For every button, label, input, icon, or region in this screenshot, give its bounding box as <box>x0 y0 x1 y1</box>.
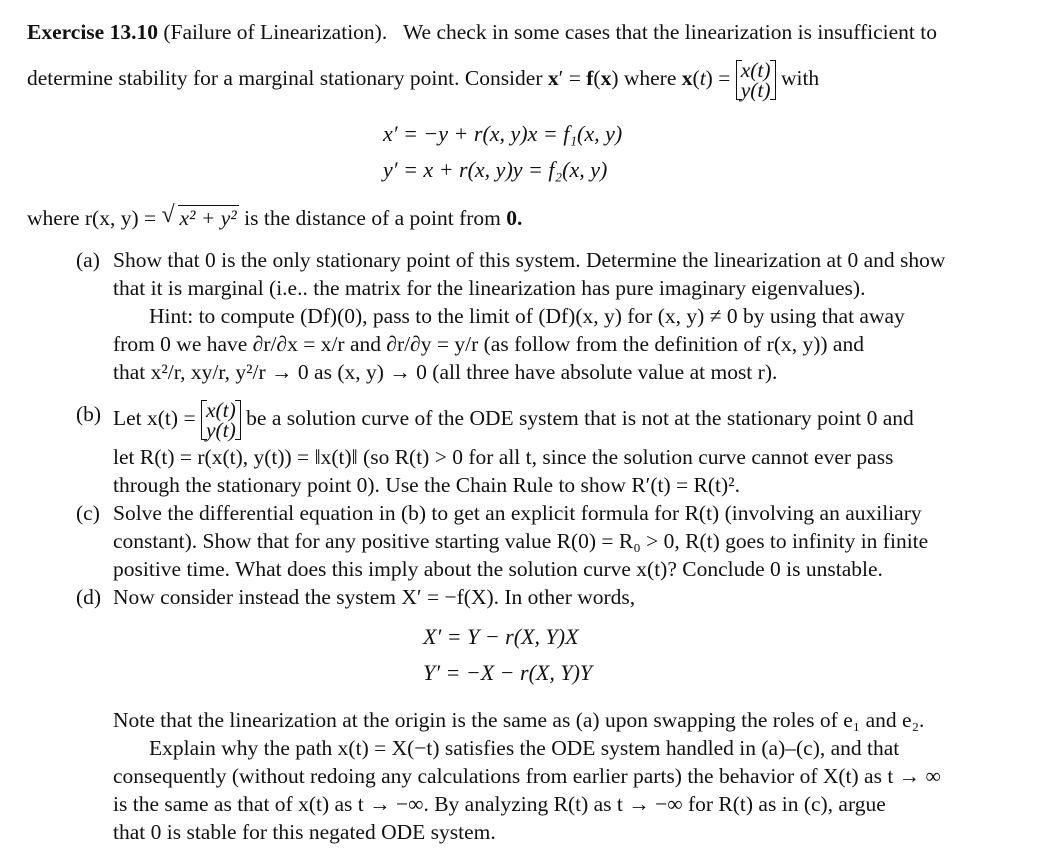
part-d-note-3: consequently (without redoing any calculations from earlier parts) the behavior of X(t) as t → ∞ <box>113 764 941 788</box>
column-vector-b <box>201 400 241 440</box>
intro-line-2: determine stability for a marginal stationary point. Consider x′ = f(x) where x(t) = x(t) y(t) with <box>27 58 820 102</box>
part-d-eq-2: Y′ = −X − r(X, Y)Y <box>423 660 593 685</box>
part-d-line-1: Now consider instead the system X′ = −f(X). In other words, <box>113 585 636 609</box>
exercise-header <box>27 18 937 46</box>
part-d-note-1: Note that the linearization at the origin is the same as (a) upon swapping the roles of e₁ and e₂. <box>113 708 925 732</box>
exercise-title: Exercise 13.10 <box>27 20 158 44</box>
part-d-note-5: that 0 is stable for this negated ODE system. <box>113 820 496 844</box>
where-line <box>27 204 522 232</box>
system-eq-1: x′ = −y + r(x, y)x = f₁(x, y) <box>383 121 623 146</box>
matrix-b-bottom: y(t) <box>205 418 236 442</box>
column-vector-x <box>736 60 776 100</box>
part-a-label: (a) <box>76 248 100 272</box>
part-c-line-3: positive time. What does this imply about the solution curve x(t)? Conclude 0 is unstable. <box>113 557 883 581</box>
matrix-bottom: y(t) <box>740 78 771 102</box>
where-zero: 0. <box>506 206 523 230</box>
intro-line-2c: with <box>780 65 820 90</box>
intro-line-1: We check in some cases that the linearization is insufficient to <box>402 20 937 44</box>
sqrt-body: x² + y² <box>179 206 237 230</box>
part-b-label: (b) <box>76 402 102 426</box>
part-b-line-1a: Let x(t) = <box>113 405 196 430</box>
part-a-hint-1: Hint: to compute (Df)(0), pass to the limit of (Df)(x, y) for (x, y) ≠ 0 by using that away <box>149 304 905 328</box>
where-text-a: where r(x, y) = <box>27 206 157 230</box>
part-c-line-2: constant). Show that for any positive starting value R(0) = R₀ > 0, R(t) goes to infinity in finite <box>113 529 929 553</box>
matrix-b-top: x(t) <box>205 398 236 422</box>
matrix-top: x(t) <box>740 58 771 82</box>
part-a-hint-3: that x²/r, xy/r, y²/r → 0 as (x, y) → 0 (all three have absolute value at most r). <box>113 360 778 384</box>
part-b-line-1b: be a solution curve of the ODE system that is not at the stationary point 0 and <box>246 405 914 430</box>
part-c-label: (c) <box>76 501 100 525</box>
part-d-note-2: Explain why the path x(t) = X(−t) satisfies the ODE system handled in (a)–(c), and that <box>149 736 900 760</box>
sqrt-expression: √ x² + y² <box>161 202 237 230</box>
part-b-line-3: through the stationary point 0). Use the Chain Rule to show R′(t) = R(t)². <box>113 473 740 497</box>
part-b-line-1 <box>113 400 914 440</box>
part-d-eq-1: X′ = Y − r(X, Y)X <box>423 624 579 649</box>
part-d-label: (d) <box>76 585 102 609</box>
part-b-line-2: let R(t) = r(x(t), y(t)) = ‖x(t)‖ (so R(t) > 0 for all t, since the solution curve cannot ever pass <box>113 445 894 469</box>
part-d-note-4: is the same as that of x(t) as t → −∞. By analyzing R(t) as t → −∞ for R(t) as in (c), argue <box>113 792 886 816</box>
where-text-b: is the distance of a point from <box>244 206 501 230</box>
intro-line-2a: determine stability for a marginal stationary point. Consider <box>27 65 543 90</box>
part-a-line-2: that it is marginal (i.e.. the matrix for the linearization has pure imaginary eigenvalues). <box>113 276 866 300</box>
exercise-subtitle: (Failure of Linearization). <box>163 20 388 44</box>
part-c-line-1: Solve the differential equation in (b) to get an explicit formula for R(t) (involving an auxiliary <box>113 501 922 525</box>
part-a-hint-2: from 0 we have ∂r/∂x = x/r and ∂r/∂y = y/r (as follow from the definition of r(x, y)) and <box>113 332 864 356</box>
part-a-line-1: Show that 0 is the only stationary point of this system. Determine the linearization at 0 and show <box>113 248 946 272</box>
intro-line-2b: where <box>623 65 677 90</box>
system-eq-2: y′ = x + r(x, y)y = f₂(x, y) <box>383 157 608 182</box>
